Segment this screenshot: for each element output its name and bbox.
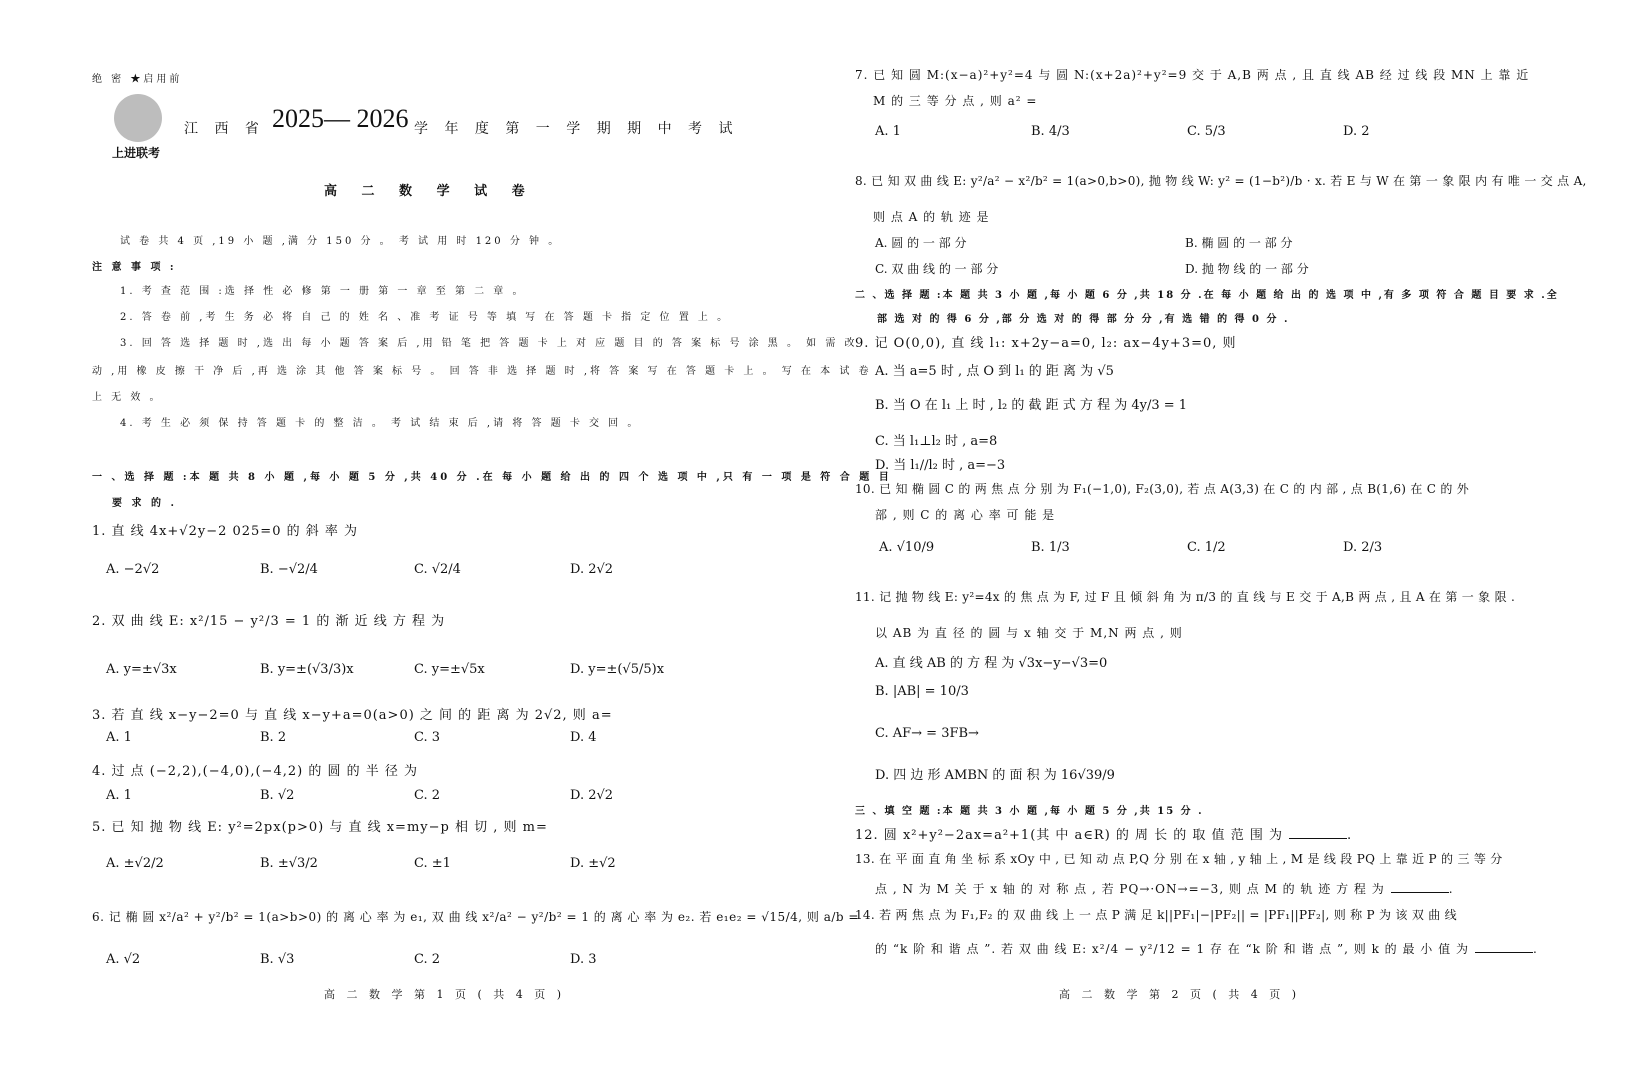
question-7: 7. 已 知 圆 M:(x−a)²+y²=4 与 圆 N:(x+2a)²+y²=9 交 于 A,B 两 点 , 且 直 线 AB 经 过 线 段 MN 上 靠 近 bbox=[855, 68, 1530, 82]
logo-text: 上进联考 bbox=[112, 146, 161, 160]
question-7-cont: M 的 三 等 分 点 , 则 a² = bbox=[873, 94, 1038, 108]
section-1-heading-cont: 要 求 的 . bbox=[112, 498, 177, 509]
q11-option-b: B. |AB| = 10/3 bbox=[875, 684, 969, 699]
section-3-heading: 三 、填 空 题 :本 题 共 3 小 题 ,每 小 题 5 分 ,共 15 分 . bbox=[855, 806, 1204, 817]
exam-logo bbox=[112, 94, 172, 164]
q8-option-d: D. 抛 物 线 的 一 部 分 bbox=[1185, 262, 1309, 276]
q7-option-d: D. 2 bbox=[1343, 124, 1370, 139]
q10-option-d: D. 2/3 bbox=[1343, 540, 1383, 555]
question-8-cont: 则 点 A 的 轨 迹 是 bbox=[873, 210, 990, 224]
question-13-cont: 点 , N 为 M 关 于 x 轴 的 对 称 点 , 若 PQ→·ON→=−3, 则 点 M 的 轨 迹 方 程 为 . bbox=[875, 882, 1454, 896]
q3-option-d: D. 4 bbox=[570, 730, 597, 745]
question-14: 14. 若 两 焦 点 为 F₁,F₂ 的 双 曲 线 上 一 点 P 满 足 k||PF₁|−|PF₂|| = |PF₁||PF₂|, 则 称 P 为 该 双 曲 线 bbox=[855, 908, 1457, 922]
question-8: 8. 已 知 双 曲 线 E: y²/a² − x²/b² = 1(a>0,b>0), 抛 物 线 W: y² = (1−b²)/b · x. 若 E 与 W 在 第 一 象 限 内 有 唯 一 交 点 A, bbox=[855, 174, 1587, 188]
question-12: 12. 圆 x²+y²−2ax=a²+1(其 中 a∈R) 的 周 长 的 取 值 范 围 为 . bbox=[855, 828, 1353, 843]
q14-answer-blank[interactable] bbox=[1475, 942, 1533, 953]
q7-option-b: B. 4/3 bbox=[1031, 124, 1070, 139]
question-11: 11. 记 抛 物 线 E: y²=4x 的 焦 点 为 F, 过 F 且 倾 斜 角 为 π/3 的 直 线 与 E 交 于 A,B 两 点 , 且 A 在 第 一 象 限 . bbox=[855, 590, 1516, 604]
exam-year: 2025— 2026 bbox=[272, 104, 409, 133]
section-2-heading: 二 、选 择 题 :本 题 共 3 小 题 ,每 小 题 6 分 ,共 18 分 .在 每 小 题 给 出 的 选 项 中 ,有 多 项 符 合 题 目 要 求 .全 bbox=[855, 290, 1559, 301]
question-6: 6. 记 椭 圆 x²/a² + y²/b² = 1(a>b>0) 的 离 心 率 为 e₁, 双 曲 线 x²/a² − y²/b² = 1 的 离 心 率 为 e₂. 若 e₁e₂ = √15/4, 则 a/b = bbox=[92, 910, 859, 924]
section-2-heading-cont: 部 选 对 的 得 6 分 ,部 分 选 对 的 得 部 分 分 ,有 选 错 的 得 0 分 . bbox=[877, 314, 1290, 325]
note-3c: 上 无 效 。 bbox=[92, 392, 163, 403]
logo-emblem-icon bbox=[114, 94, 162, 142]
question-2: 2. 双 曲 线 E: x²/15 − y²/3 = 1 的 渐 近 线 方 程 为 bbox=[92, 614, 446, 629]
q8-option-c: C. 双 曲 线 的 一 部 分 bbox=[875, 262, 999, 276]
question-13-cont-text: 点 , N 为 M 关 于 x 轴 的 对 称 点 , 若 PQ→·ON→=−3, 则 点 M 的 轨 迹 方 程 为 bbox=[875, 882, 1385, 896]
exam-province: 江 西 省 bbox=[184, 121, 265, 137]
q11-option-d: D. 四 边 形 AMBN 的 面 积 为 16√39/9 bbox=[875, 768, 1115, 783]
q9-option-d: D. 当 l₁//l₂ 时 , a=−3 bbox=[875, 458, 1006, 473]
page-1 bbox=[92, 0, 892, 1079]
note-4: 4. 考 生 必 须 保 持 答 题 卡 的 整 洁 。 考 试 结 束 后 ,请 将 答 题 卡 交 回 。 bbox=[120, 418, 641, 429]
page-1-footer: 高 二 数 学 第 1 页 ( 共 4 页 ) bbox=[324, 988, 566, 1001]
q5-option-b: B. ±√3/2 bbox=[260, 856, 318, 871]
question-1: 1. 直 线 4x+√2y−2 025=0 的 斜 率 为 bbox=[92, 524, 358, 539]
q1-option-a: A. −2√2 bbox=[106, 562, 160, 577]
q10-option-a: A. √10/9 bbox=[879, 540, 935, 555]
q1-option-d: D. 2√2 bbox=[570, 562, 614, 577]
q13-answer-blank[interactable] bbox=[1391, 882, 1449, 893]
page-2-footer: 高 二 数 学 第 2 页 ( 共 4 页 ) bbox=[1059, 988, 1301, 1001]
q3-option-a: A. 1 bbox=[106, 730, 132, 745]
q8-option-b: B. 椭 圆 的 一 部 分 bbox=[1185, 236, 1293, 250]
q1-option-c: C. √2/4 bbox=[414, 562, 461, 577]
q9-option-c: C. 当 l₁⊥l₂ 时 , a=8 bbox=[875, 434, 998, 449]
q11-option-c: C. AF→ = 3FB→ bbox=[875, 726, 979, 741]
note-3b: 动 ,用 橡 皮 擦 干 净 后 ,再 选 涂 其 他 答 案 标 号 。 回 答 非 选 择 题 时 ,将 答 案 写 在 答 题 卡 上 。 写 在 本 试 卷 bbox=[92, 366, 872, 377]
confidential-mark: 绝 密 ★启用前 bbox=[92, 74, 183, 85]
question-9: 9. 记 O(0,0), 直 线 l₁: x+2y−a=0, l₂: ax−4y+3=0, 则 bbox=[855, 336, 1237, 351]
q9-option-a: A. 当 a=5 时 , 点 O 到 l₁ 的 距 离 为 √5 bbox=[875, 364, 1114, 379]
question-3: 3. 若 直 线 x−y−2=0 与 直 线 x−y+a=0(a>0) 之 间 的 距 离 为 2√2, 则 a= bbox=[92, 708, 613, 723]
q2-option-d: D. y=±(√5/5)x bbox=[570, 662, 665, 677]
q4-option-c: C. 2 bbox=[414, 788, 441, 803]
q10-option-c: C. 1/2 bbox=[1187, 540, 1226, 555]
question-4: 4. 过 点 (−2,2),(−4,0),(−4,2) 的 圆 的 半 径 为 bbox=[92, 764, 418, 779]
q7-option-a: A. 1 bbox=[875, 124, 901, 139]
q5-option-a: A. ±√2/2 bbox=[106, 856, 164, 871]
q11-option-a: A. 直 线 AB 的 方 程 为 √3x−y−√3=0 bbox=[875, 656, 1108, 671]
q3-option-c: C. 3 bbox=[414, 730, 441, 745]
note-1: 1. 考 查 范 围 :选 择 性 必 修 第 一 册 第 一 章 至 第 二 章 。 bbox=[120, 286, 526, 297]
question-12-text: 12. 圆 x²+y²−2ax=a²+1(其 中 a∈R) 的 周 长 的 取 值 范 围 为 bbox=[855, 828, 1283, 843]
q4-option-a: A. 1 bbox=[106, 788, 132, 803]
q2-option-a: A. y=±√3x bbox=[106, 662, 177, 677]
q7-option-c: C. 5/3 bbox=[1187, 124, 1226, 139]
q5-option-c: C. ±1 bbox=[414, 856, 451, 871]
question-14-cont-text: 的 “k 阶 和 谐 点 ”. 若 双 曲 线 E: x²/4 − y²/12 = 1 存 在 “k 阶 和 谐 点 ”, 则 k 的 最 小 值 为 bbox=[875, 942, 1469, 956]
page-2 bbox=[855, 0, 1587, 1079]
q10-option-b: B. 1/3 bbox=[1031, 540, 1070, 555]
q6-option-c: C. 2 bbox=[414, 952, 441, 967]
question-10: 10. 已 知 椭 圆 C 的 两 焦 点 分 别 为 F₁(−1,0), F₂(3,0), 若 点 A(3,3) 在 C 的 内 部 , 点 B(1,6) 在 C 的 外 bbox=[855, 482, 1470, 496]
exam-intro: 试 卷 共 4 页 ,19 小 题 ,满 分 150 分 。 考 试 用 时 120 分 钟 。 bbox=[120, 236, 562, 247]
q3-option-b: B. 2 bbox=[260, 730, 287, 745]
q4-option-d: D. 2√2 bbox=[570, 788, 614, 803]
q4-option-b: B. √2 bbox=[260, 788, 295, 803]
q1-option-b: B. −√2/4 bbox=[260, 562, 318, 577]
question-10-cont: 部 , 则 C 的 离 心 率 可 能 是 bbox=[875, 508, 1056, 522]
q2-option-b: B. y=±(√3/3)x bbox=[260, 662, 354, 677]
notes-title: 注 意 事 项 : bbox=[92, 262, 177, 273]
q5-option-d: D. ±√2 bbox=[570, 856, 616, 871]
q12-answer-blank[interactable] bbox=[1289, 828, 1347, 839]
subject-title: 高 二 数 学 试 卷 bbox=[324, 184, 535, 199]
q6-option-d: D. 3 bbox=[570, 952, 597, 967]
q2-option-c: C. y=±√5x bbox=[414, 662, 485, 677]
question-11-cont: 以 AB 为 直 径 的 圆 与 x 轴 交 于 M,N 两 点 , 则 bbox=[875, 626, 1183, 640]
section-1-heading: 一 、选 择 题 :本 题 共 8 小 题 ,每 小 题 5 分 ,共 40 分 .在 每 小 题 给 出 的 四 个 选 项 中 ,只 有 一 项 是 符 合 题 目 bbox=[92, 472, 892, 483]
note-2: 2. 答 卷 前 ,考 生 务 必 将 自 己 的 姓 名 、准 考 证 号 等 填 写 在 答 题 卡 指 定 位 置 上 。 bbox=[120, 312, 731, 323]
q8-option-a: A. 圆 的 一 部 分 bbox=[875, 236, 967, 250]
question-5: 5. 已 知 抛 物 线 E: y²=2px(p>0) 与 直 线 x=my−p 相 切 , 则 m= bbox=[92, 820, 548, 835]
q6-option-a: A. √2 bbox=[106, 952, 141, 967]
note-3a: 3. 回 答 选 择 题 时 ,选 出 每 小 题 答 案 后 ,用 铅 笔 把 答 题 卡 上 对 应 题 目 的 答 案 标 号 涂 黑 。 如 需 改 bbox=[120, 338, 858, 349]
q9-option-b: B. 当 O 在 l₁ 上 时 , l₂ 的 截 距 式 方 程 为 4y/3 = 1 bbox=[875, 398, 1188, 413]
exam-title: 学 年 度 第 一 学 期 期 中 考 试 bbox=[414, 121, 739, 137]
question-14-cont: 的 “k 阶 和 谐 点 ”. 若 双 曲 线 E: x²/4 − y²/12 = 1 存 在 “k 阶 和 谐 点 ”, 则 k 的 最 小 值 为 . bbox=[875, 942, 1538, 956]
q6-option-b: B. √3 bbox=[260, 952, 295, 967]
question-13: 13. 在 平 面 直 角 坐 标 系 xOy 中 , 已 知 动 点 P,Q 分 别 在 x 轴 , y 轴 上 , M 是 线 段 PQ 上 靠 近 P 的 三 等 分 bbox=[855, 852, 1503, 866]
